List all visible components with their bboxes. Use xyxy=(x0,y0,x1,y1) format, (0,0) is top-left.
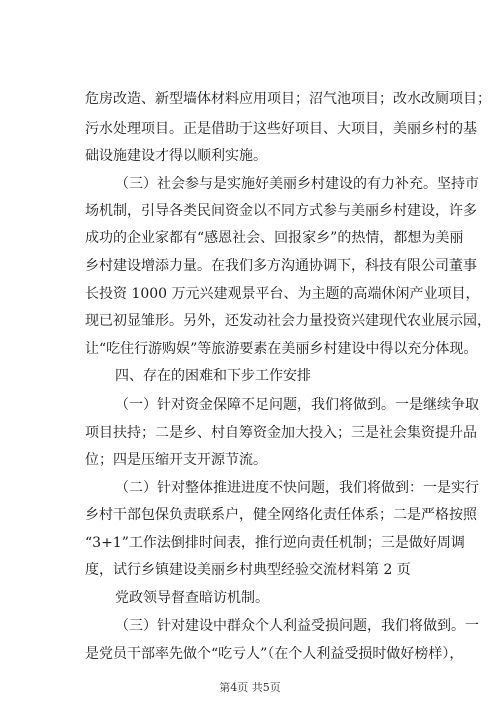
text-line: 危房改造、新型墙体材料应用项目；沼气池项目；改水改厕项目； xyxy=(85,91,491,107)
text-line: 位；四是压缩开支开源节流。 xyxy=(85,452,267,468)
text-line: 长投资 1000 万元兴建观景平台、为主题的高端休闲产业项目， xyxy=(85,286,480,302)
text-line: 度，试行乡镇建设美丽乡村典型经验交流材料第 2 页 xyxy=(85,562,411,578)
text-line: （三）社会参与是实施好美丽乡村建设的有力补充。坚持市 xyxy=(115,176,479,192)
text-line: 是党员干部率先做个“吃亏人”（在个人利益受损时做好榜样）， xyxy=(85,646,464,662)
text-line: 现已初显雏形。另外，还发动社会力量投资兴建现代农业展示园， xyxy=(85,313,491,329)
page-footer: 第4页 共5页 xyxy=(219,681,281,694)
text-line: （一）针对资金保障不足问题，我们将做到。一是继续争取 xyxy=(115,397,479,413)
section-heading: 四、存在的困难和下步工作安排 xyxy=(115,368,311,384)
text-line: 成功的企业家都有“感恩社会、回报家乡”的热情，都想为美丽 xyxy=(85,230,464,246)
text-line: 让“吃住行游购娱”等旅游要素在美丽乡村建设中得以充分体现。 xyxy=(85,341,478,357)
text-line: （二）针对整体推进进度不快问题，我们将做到：一是实行 xyxy=(115,480,479,496)
text-line: 党政领导督查暗访机制。 xyxy=(115,590,269,606)
text-line: 污水处理项目。正是借助于这些好项目、大项目，美丽乡村的基 xyxy=(85,121,477,137)
text-line: 础设施建设才得以顺利实施。 xyxy=(85,148,267,164)
text-line: 乡村干部包保负责联系户，健全网络化责任体系；二是严格按照 xyxy=(85,507,477,523)
text-line: 场机制，引导各类民间资金以不同方式参与美丽乡村建设，许多 xyxy=(85,203,477,219)
text-line: 项目扶持；二是乡、村自筹资金加大投入；三是社会集资提升品 xyxy=(85,425,477,441)
text-line: （三）针对建设中群众个人利益受损问题，我们将做到。一 xyxy=(115,618,479,634)
text-line: “3+1”工作法倒排时间表，推行逆向责任机制；三是做好周调 xyxy=(85,535,465,551)
text-line: 乡村建设增添力量。在我们多方沟通协调下，科技有限公司董事 xyxy=(85,258,477,274)
